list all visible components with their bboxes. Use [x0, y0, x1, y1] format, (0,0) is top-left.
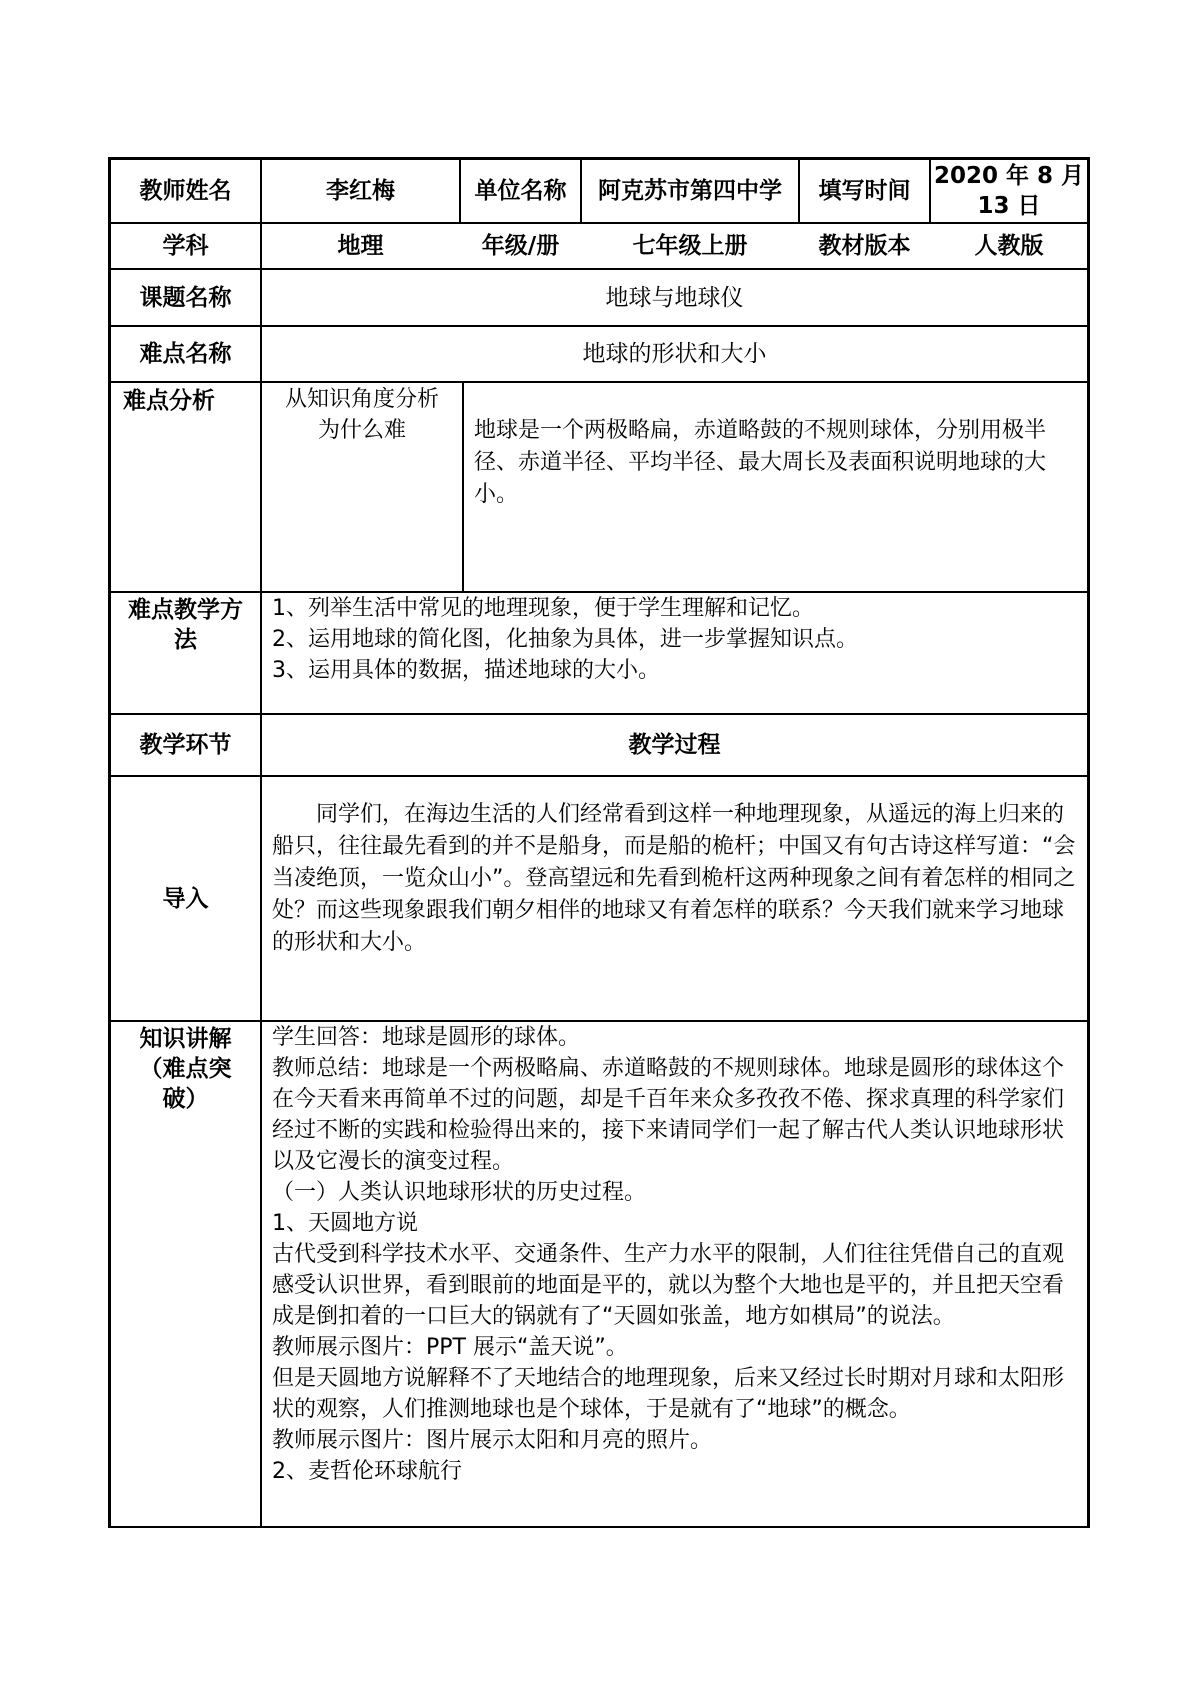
- fill-date: [931, 160, 1087, 222]
- method-label-line-2: 法: [174, 627, 197, 653]
- subject-label: 学科: [162, 233, 209, 259]
- unit-label: 单位名称: [474, 178, 567, 204]
- list-item: 3、运用具体的数据，描述地球的大小。: [272, 658, 660, 683]
- topic-label: 课题名称: [139, 284, 232, 311]
- knowledge-paragraph: 2、麦哲伦环球航行: [272, 1459, 462, 1484]
- knowledge-paragraph: （一）人类认识地球形状的历史过程。: [272, 1180, 647, 1205]
- teacher-label: 教师姓名: [139, 178, 232, 204]
- stage-header: 教学环节: [139, 732, 232, 758]
- date-label: 填写时间: [818, 178, 911, 204]
- method-list: [272, 593, 1082, 686]
- difficulty-label: 难点名称: [139, 341, 232, 367]
- knowledge-paragraph: 教师展示图片：PPT 展示“盖天说”。: [272, 1335, 628, 1360]
- knowledge-paragraph: 古代受到科学技术水平、交通条件、生产力水平的限制，人们往往凭借自己的直观感受认识世界，看到眼前的地面是平的，就以为整个大地也是平的，并且把天空看成是倒扣着的一口巨大的锅就有了“天圆如张盖，地方如棋局”的说法。: [272, 1242, 1065, 1329]
- unit-name: 阿克苏市第四中学: [598, 178, 782, 204]
- analysis-label: 难点分析: [123, 388, 215, 414]
- method-label: [111, 595, 260, 655]
- knowledge-paragraph: 学生回答：地球是圆形的球体。: [272, 1025, 581, 1050]
- list-item: 2、运用地球的简化图，化抽象为具体，进一步掌握知识点。: [272, 627, 858, 652]
- knowledge-label-line-1: 知识讲解: [139, 1026, 232, 1052]
- grade-label: 年级/册: [481, 233, 560, 259]
- intro-label: 导入: [162, 885, 209, 912]
- list-item: 1、列举生活中常见的地理现象，便于学生理解和记忆。: [272, 596, 814, 621]
- intro-text: 同学们，在海边生活的人们经常看到这样一种地理现象，从遥远的海上归来的船只，往往最先看到的并不是船身，而是船的桅杆；中国又有句古诗这样写道：“会当凌绝顶，一览众山小”。登高望远和先看到桅杆这两种现象之间有着怎样的相同之处？而这些现象跟我们朝夕相伴的地球又有着怎样的联系？今天我们就来学习地球的形状和大小。: [272, 802, 1076, 955]
- fill-date-line-2: 13 日: [977, 193, 1041, 219]
- grade-value: 七年级上册: [632, 233, 748, 259]
- knowledge-paragraph: 教师总结：地球是一个两极略扁、赤道略鼓的不规则球体。地球是圆形的球体这个在今天看来再简单不过的问题，却是千百年来众多孜孜不倦、探求真理的科学家们经过不断的实践和检验得出来的，接下来请同学们一起了解古代人类认识地球形状以及它漫长的演变过程。: [272, 1056, 1065, 1174]
- process-header: 教学过程: [628, 732, 721, 758]
- analysis-sub-label-line-1: 从知识角度分析: [284, 387, 439, 412]
- analysis-sub-label: [262, 384, 462, 446]
- method-label-line-1: 难点教学方: [128, 597, 243, 623]
- topic-value: 地球与地球仪: [605, 284, 744, 311]
- difficulty-value: 地球的形状和大小: [582, 341, 767, 367]
- analysis-text: 地球是一个两极略扁，赤道略鼓的不规则球体，分别用极半径、赤道半径、平均半径、最大周长及表面积说明地球的大小。: [474, 418, 1047, 507]
- edition-label: 教材版本: [818, 233, 911, 259]
- edition-value: 人教版: [974, 233, 1044, 259]
- analysis-sub-label-line-2: 为什么难: [317, 418, 406, 443]
- knowledge-label-line-2: （难点突: [139, 1056, 232, 1082]
- fill-date-line-1: 2020 年 8 月: [933, 163, 1085, 189]
- teacher-name: 李红梅: [326, 178, 395, 204]
- knowledge-label: [111, 1024, 260, 1114]
- knowledge-content: [272, 1022, 1080, 1487]
- knowledge-paragraph: 教师展示图片：图片展示太阳和月亮的照片。: [272, 1428, 713, 1453]
- knowledge-paragraph: 1、天圆地方说: [272, 1211, 418, 1236]
- subject-value: 地理: [337, 233, 384, 259]
- knowledge-label-line-3: 破）: [162, 1086, 209, 1112]
- knowledge-paragraph: 但是天圆地方说解释不了天地结合的地理现象，后来又经过长时期对月球和太阳形状的观察，人们推测地球也是个球体，于是就有了“地球”的概念。: [272, 1366, 1065, 1422]
